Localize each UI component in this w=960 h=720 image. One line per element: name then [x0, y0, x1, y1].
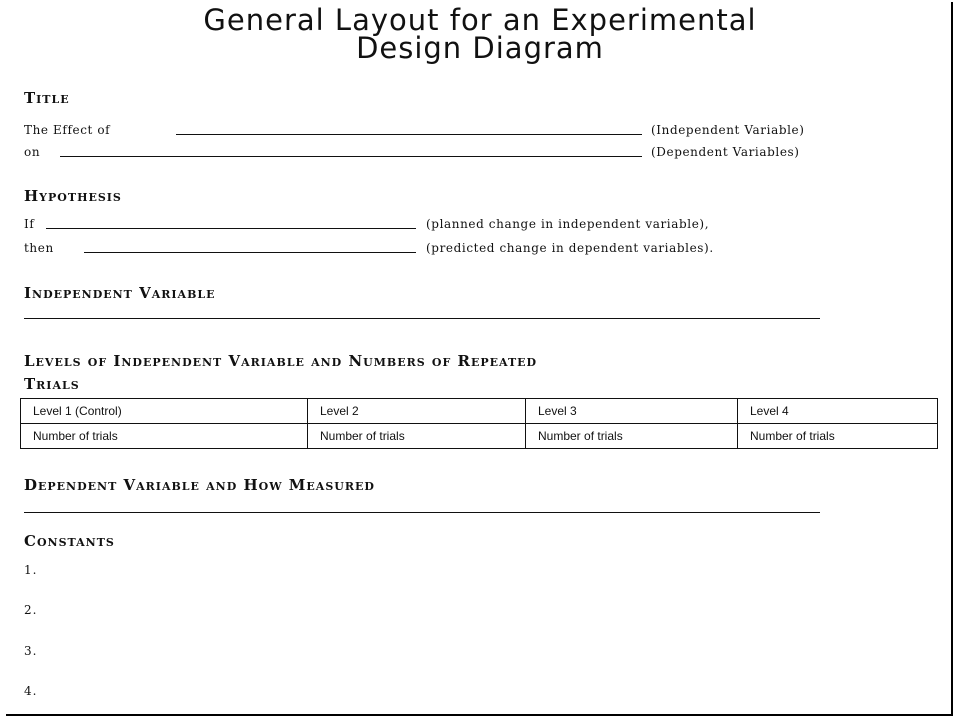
hypothesis-heading: Hypothesis	[24, 187, 122, 205]
trials-row	[21, 424, 938, 449]
then-suffix: (predicted change in dependent variables).	[426, 241, 714, 255]
if-prefix: If	[24, 217, 35, 231]
dependent-variable-heading: Dependent Variable and How Measured	[24, 476, 375, 494]
levels-heading-line-1: Levels of Independent Variable and Numbers of Repeated	[24, 352, 538, 370]
dependent-variables-blank[interactable]	[60, 156, 642, 157]
then-prefix: then	[24, 241, 54, 255]
document-title-line-1: General Layout for an Experimental	[203, 3, 757, 37]
levels-heading-line-2: Trials	[24, 375, 80, 393]
predicted-change-blank[interactable]	[84, 252, 416, 253]
constant-item-3: 3.	[24, 644, 38, 658]
level-4-trials-cell[interactable]: Number of trials	[738, 424, 938, 449]
level-4-cell[interactable]: Level 4	[738, 399, 938, 424]
level-3-cell[interactable]: Level 3	[526, 399, 738, 424]
effect-prefix: The Effect of	[24, 123, 111, 137]
on-suffix: (Dependent Variables)	[651, 145, 800, 159]
planned-change-blank[interactable]	[46, 228, 416, 229]
title-heading: Title	[24, 89, 70, 107]
level-2-cell[interactable]: Level 2	[308, 399, 526, 424]
level-2-trials-cell[interactable]: Number of trials	[308, 424, 526, 449]
dependent-variable-line[interactable]	[24, 512, 820, 513]
independent-variable-heading: Independent Variable	[24, 284, 216, 302]
constant-item-1: 1.	[24, 563, 38, 577]
constant-item-2: 2.	[24, 603, 38, 617]
level-1-cell[interactable]: Level 1 (Control)	[21, 399, 308, 424]
on-prefix: on	[24, 145, 41, 159]
effect-suffix: (Independent Variable)	[651, 123, 805, 137]
independent-variable-line[interactable]	[24, 318, 820, 319]
level-3-trials-cell[interactable]: Number of trials	[526, 424, 738, 449]
levels-row	[21, 399, 938, 424]
constant-item-4: 4.	[24, 684, 38, 698]
levels-table	[20, 398, 938, 449]
level-1-trials-cell[interactable]: Number of trials	[21, 424, 308, 449]
if-suffix: (planned change in independent variable),	[426, 217, 710, 231]
independent-variable-blank[interactable]	[176, 134, 642, 135]
constants-heading: Constants	[24, 532, 115, 550]
document-title-line-2: Design Diagram	[356, 31, 604, 65]
